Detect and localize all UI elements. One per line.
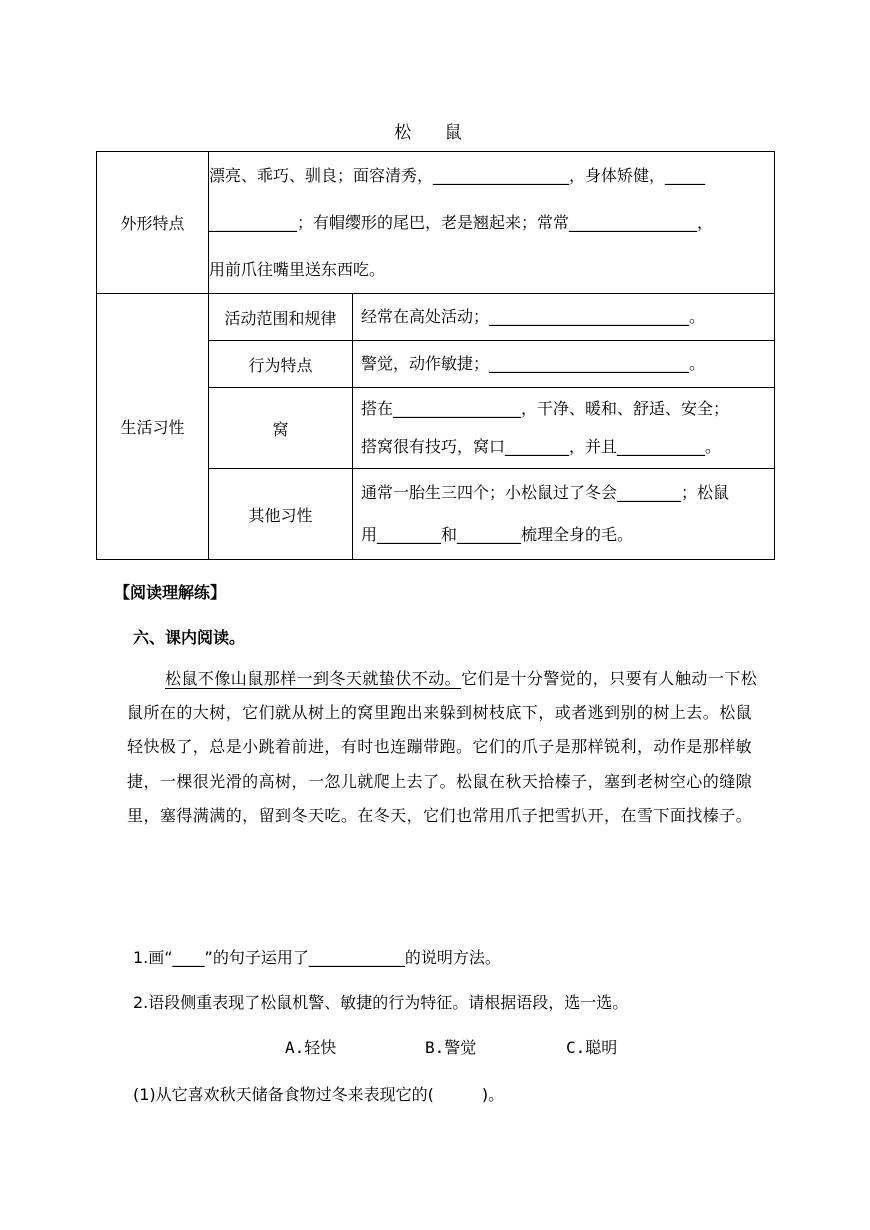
question-1: 1.画“____”的句子运用了____________的说明方法。	[133, 948, 501, 967]
habit-label: 行为特点	[209, 341, 353, 388]
appearance-line: 用前爪往嘴里送东西吃。	[209, 260, 386, 279]
habit-label: 窝	[209, 388, 353, 469]
habit-label: 活动范围和规律	[209, 294, 353, 341]
habit-content	[353, 469, 775, 560]
option-c: C.聪明	[566, 1038, 618, 1057]
habit-row	[97, 294, 775, 341]
habit-line: 警觉，动作敏捷；_________________________。	[361, 354, 706, 373]
habit-content	[353, 341, 775, 388]
habits-label: 生活习性	[97, 294, 209, 560]
underlined-sentence: 松鼠不像山鼠那样一到冬天就蛰伏不动。	[165, 669, 462, 688]
sub-question-1: (1)从它喜欢秋天储备食物过冬来表现它的( )。	[133, 1085, 505, 1104]
habit-line: 搭窝很有技巧，窝口________，并且___________。	[361, 437, 722, 456]
squirrel-table	[96, 151, 775, 560]
appearance-content	[209, 152, 775, 294]
habit-label: 其他习性	[209, 469, 353, 560]
appearance-line: 漂亮、乖巧、驯良；面容清秀，_________________，身体矫健，_____	[209, 166, 706, 185]
habit-line: 用________和________梳理全身的毛。	[361, 525, 634, 544]
appearance-label: 外形特点	[97, 152, 209, 294]
section-heading: 【阅读理解练】	[114, 583, 227, 602]
option-a: A.轻快	[285, 1038, 337, 1057]
passage-rest: 它们是十分警觉的，只要有人触动一下松鼠所在的大树，它们就从树上的窝里跑出来躲到树枝底下，或者逃到别的树上去。松鼠轻快极了，总是小跳着前进，有时也连蹦带跑。它们的爪子是那样锐利，动作是那样敏捷，一棵很光滑的高树，一忽儿就爬上去了。松鼠在秋天拾榛子，塞到老树空心的缝隙里，塞得满满的，留到冬天吃。在冬天，它们也常用爪子把雪扒开，在雪下面找榛子。	[127, 669, 758, 825]
habit-content	[353, 388, 775, 469]
option-b: B.警觉	[425, 1038, 477, 1057]
appearance-row	[97, 152, 775, 294]
question-heading: 六、课内阅读。	[133, 628, 246, 647]
habit-content	[353, 294, 775, 341]
table-title: 松 鼠	[394, 123, 476, 143]
habit-line: 经常在高处活动；_________________________。	[361, 307, 706, 326]
habit-line: 搭在________________，干净、暖和、舒适、安全；	[361, 399, 730, 418]
appearance-line: ___________；有帽缨形的尾巴，老是翘起来；常常________________，	[209, 213, 714, 232]
habit-line: 通常一胎生三四个；小松鼠过了冬会________；松鼠	[361, 483, 730, 502]
question-2: 2.语段侧重表现了松鼠机警、敏捷的行为特征。请根据语段，选一选。	[133, 993, 629, 1012]
passage	[127, 662, 767, 833]
